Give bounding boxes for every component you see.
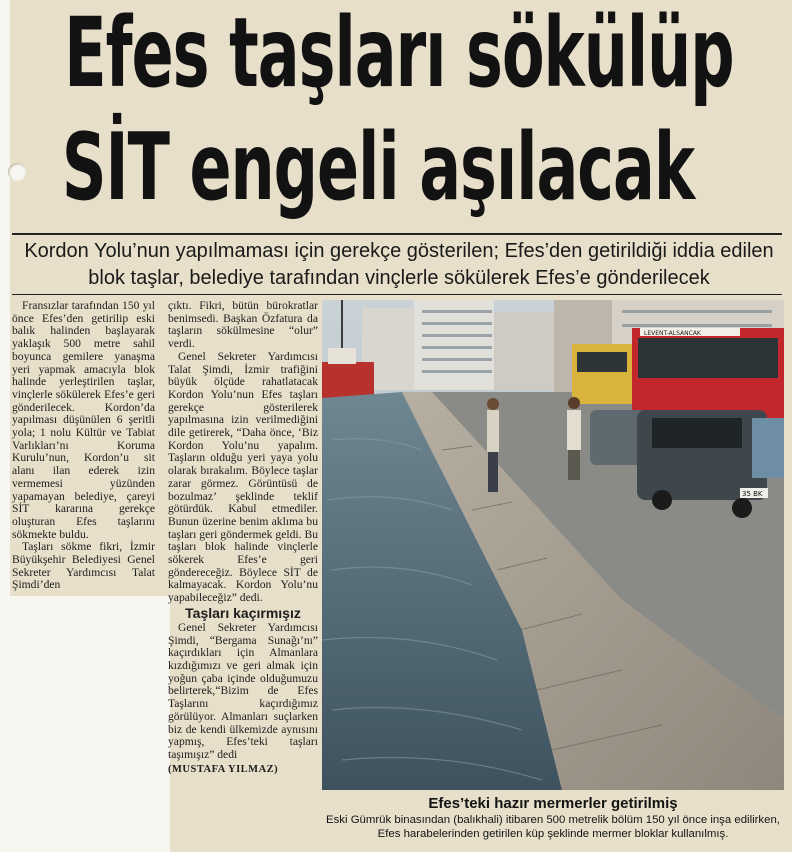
harbor-photo (322, 300, 784, 790)
column-2-paragraph: çıktı. Fikri, bütün bürokratlar benimsedi. Başkan Özfatura da taşların sökülmesine “olur” verdi. (168, 299, 318, 351)
deck: Kordon Yolu’nun yapılmaması için gerekçe gösterilen; Efes’den getirildiği iddia edilen blok taşlar, belediye tarafından vinçlerle sökülerek Efes’e gönderilecek (24, 240, 774, 289)
deck-rule (12, 294, 782, 295)
caption-title: Efes’teki hazır mermerler getirilmiş (428, 795, 678, 812)
column-2 (168, 300, 318, 776)
byline: (MUSTAFA YILMAZ) (168, 763, 279, 775)
subheading: Taşları kaçırmışız (185, 604, 301, 621)
column-2-paragraph: Genel Sekreter Yardımcısı Talat Şimdi, İzmir trafiğini büyük ölçüde rahatlatacak Kordon Yolu’nun Efes taşları gerekçe gösterilerek yapılmasına izin verilmediğini dile getirerek, “Daha önce, ‘Biz Kordon Yolu’nu yapalım. Taşların olduğu yeri yaya yolu olarak bırakalım. Böylece taşlar zarar görmez. Görüntüsü de bozulmaz’ şeklinde teklif götürdük. Kabul etmediler. Bunun üzerine benim aklıma bu taşları geri göndermek geldi. Bu taşları blok halinde vinçlerle sökerek Efes’e geri göndereceğiz. Böylece SİT de kalmayacak. Kordon Yolu’nu yapabileceğiz” dedi. (168, 349, 318, 605)
column-1-paragraph: Fransızlar tarafından 150 yıl önce Efes’den getirilip eski balık halinden başlayarak yaklaşık 500 metre sahil boyunca gemilere yanaşma yeri yapmak amacıyla blok halinde yerleştirilen taşlar, vinçlerle sökülerek Efes’e geri gönderilecek. Kordon’da yapılması düşünülen 6 şeritli yola; 1 nolu Kültür ve Tabiat Varlıkları’nı Koruma Kurulu’nun, Kordon’u sit alanı ilan ederek izin vermemesi yüzünden yapamayan belediye, çareyi SİT kararına gerekçe oluşturan Efes taşlarını sökmekte buldu. (12, 299, 155, 541)
bus-sign: LEVENT-ALSANCAK (644, 330, 701, 337)
harbor-photo-illustration (322, 300, 784, 790)
car-plate: 35 BK (742, 490, 763, 498)
blank-area (0, 596, 170, 852)
column-1-paragraph: Taşları sökme fikri, İzmir Büyükşehir Belediyesi Genel Sekreter Yardımcısı Talat Şimdi’den (12, 540, 155, 592)
column-1 (12, 300, 155, 592)
top-rule (12, 233, 782, 235)
column-2-paragraph: Genel Sekreter Yardımcısı Şimdi, “Bergama Sunağı’nı” kaçırdıkları için Almanlara kızdığımızı ve geri almak için yoğun çaba içinde olduğumuzu belirterek,“Bizim de Efes Taşlarını kaçırdığımız görülüyor. Almanları suçlarken biz de kendi ülkemizde aynısını yapmış, Efes’teki taşları taşımışız” dedi (168, 620, 318, 761)
headline-line-2: SİT engeli aşılacak (61, 112, 695, 222)
headline-line-1: Efes taşları sökülüp (64, 0, 734, 110)
caption-text: Eski Gümrük binasından (balıkhali) itibaren 500 metrelik bölüm 150 yıl önce inşa edilirken, Efes harabelerinden getirilen küp şeklinde mermer bloklar kullanılmış. (326, 814, 780, 840)
